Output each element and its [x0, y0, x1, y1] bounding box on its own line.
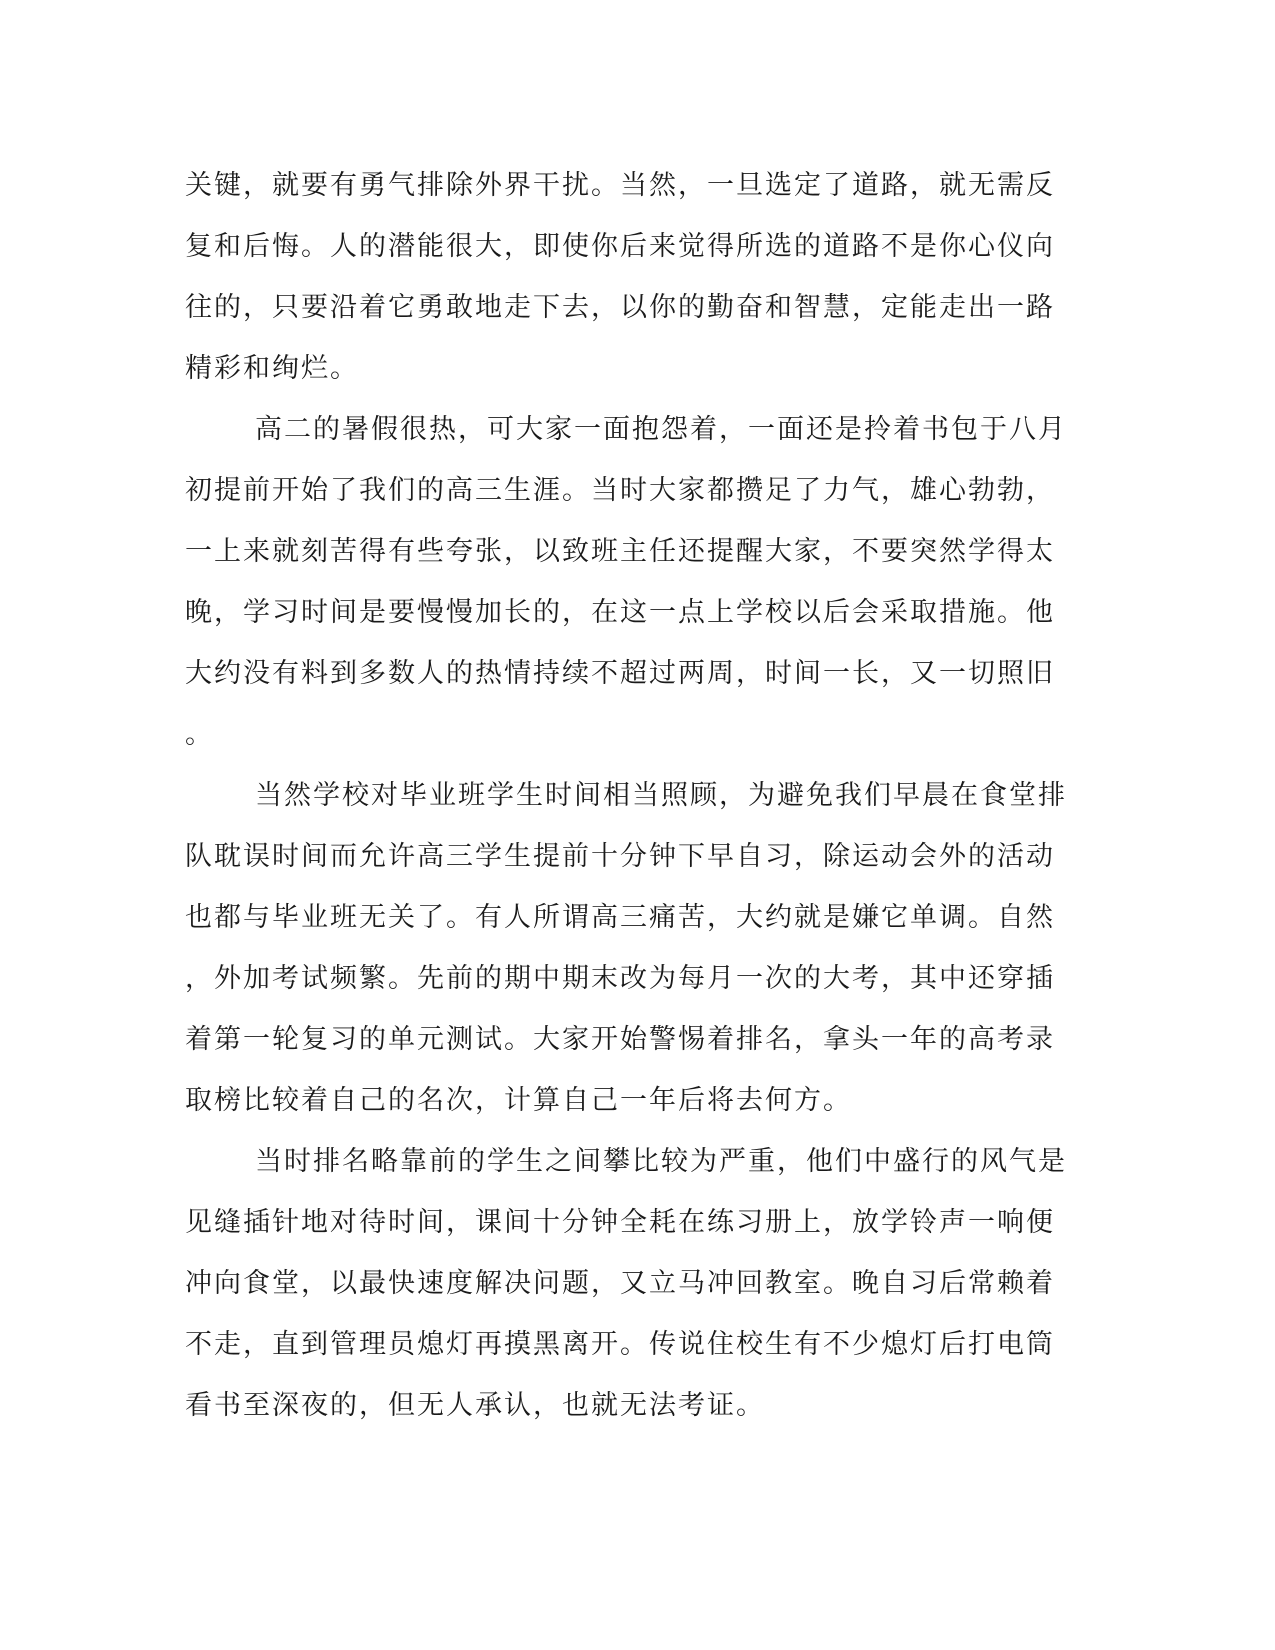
paragraph-first-line: 高二的暑假很热，可大家一面抱怨着，一面还是拎着书包于八月	[255, 414, 1067, 445]
text-line: 着第一轮复习的单元测试。大家开始警惕着排名，拿头一年的高考录	[185, 1024, 1055, 1055]
text-line: ，外加考试频繁。先前的期中期末改为每月一次的大考，其中还穿插	[185, 963, 1055, 994]
text-line: 初提前开始了我们的高三生涯。当时大家都攒足了力气，雄心勃勃，	[185, 475, 1055, 506]
text-line: 往的，只要沿着它勇敢地走下去，以你的勤奋和智慧，定能走出一路	[185, 292, 1055, 323]
text-line: 队耽误时间而允许高三学生提前十分钟下早自习，除运动会外的活动	[185, 841, 1055, 872]
paragraph-first-line: 当然学校对毕业班学生时间相当照顾，为避免我们早晨在食堂排	[255, 780, 1067, 811]
text-line: 不走，直到管理员熄灯再摸黑离开。传说住校生有不少熄灯后打电筒	[185, 1329, 1055, 1360]
text-line: 精彩和绚烂。	[185, 353, 359, 384]
document-body	[185, 155, 1085, 1436]
text-line: 也都与毕业班无关了。有人所谓高三痛苦，大约就是嫌它单调。自然	[185, 902, 1055, 933]
text-line: 晚，学习时间是要慢慢加长的，在这一点上学校以后会采取措施。他	[185, 597, 1055, 628]
text-line: 见缝插针地对待时间，课间十分钟全耗在练习册上，放学铃声一响便	[185, 1207, 1055, 1238]
text-line: 复和后悔。人的潜能很大，即使你后来觉得所选的道路不是你心仪向	[185, 231, 1055, 262]
text-line: 关键，就要有勇气排除外界干扰。当然，一旦选定了道路，就无需反	[185, 170, 1055, 201]
text-line: 一上来就刻苦得有些夸张，以致班主任还提醒大家，不要突然学得太	[185, 536, 1055, 567]
text-line: 取榜比较着自己的名次，计算自己一年后将去何方。	[185, 1085, 852, 1116]
text-line: 冲向食堂，以最快速度解决问题，又立马冲回教室。晚自习后常赖着	[185, 1268, 1055, 1299]
paragraph-first-line: 当时排名略靠前的学生之间攀比较为严重，他们中盛行的风气是	[255, 1146, 1067, 1177]
text-line: 看书至深夜的，但无人承认，也就无法考证。	[185, 1390, 765, 1421]
text-line: 大约没有料到多数人的热情持续不超过两周，时间一长，又一切照旧	[185, 658, 1055, 689]
text-line: 。	[185, 719, 214, 750]
